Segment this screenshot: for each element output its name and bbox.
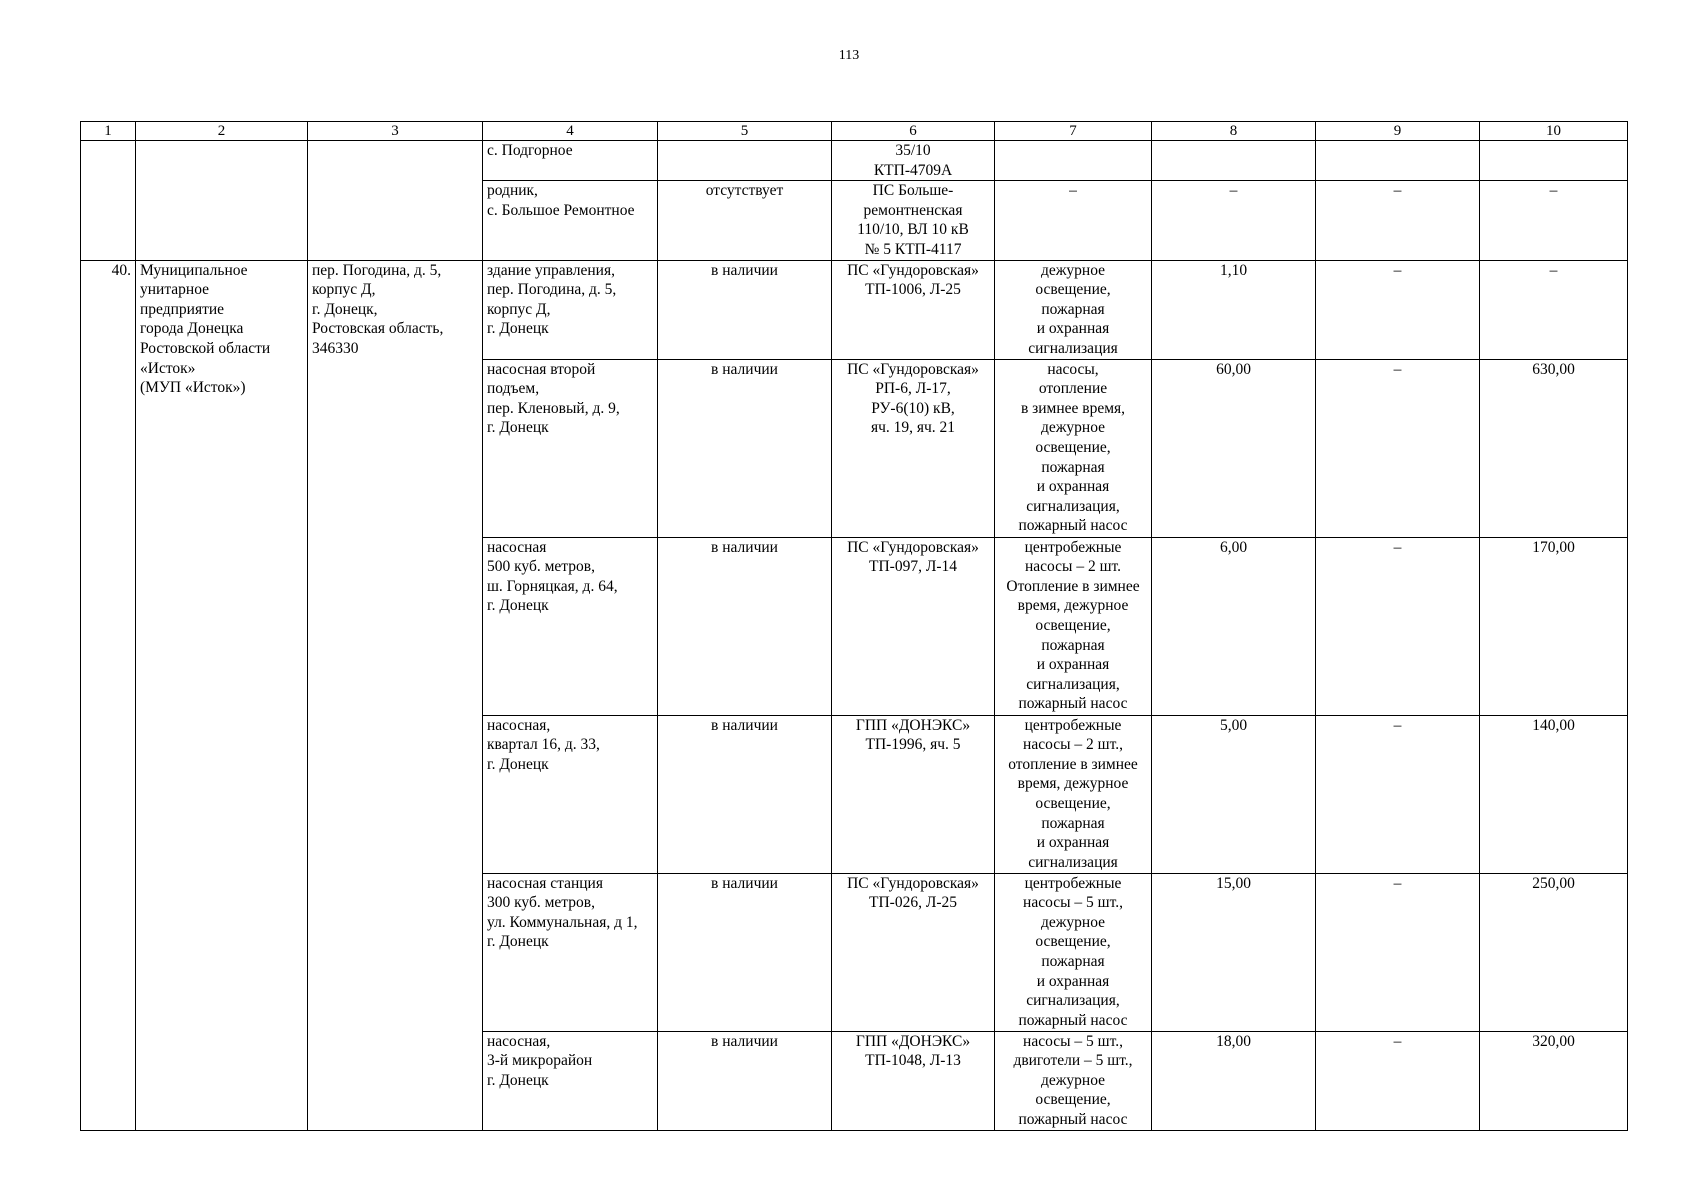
empty-cell bbox=[136, 141, 308, 261]
column-number: 10 bbox=[1480, 122, 1628, 141]
equipment-cell: дежурное освещение, пожарная и охранная сигнализация bbox=[995, 260, 1152, 359]
value-cell: – bbox=[1316, 181, 1480, 260]
metering-cell: в наличии bbox=[658, 260, 832, 359]
value-cell: 140,00 bbox=[1480, 715, 1628, 873]
empty-cell bbox=[81, 141, 136, 261]
supply-source-cell: 35/10 КТП-4709А bbox=[832, 141, 995, 181]
value-cell: 18,00 bbox=[1152, 1031, 1316, 1130]
value-cell bbox=[1316, 141, 1480, 181]
column-number-row bbox=[81, 122, 1628, 141]
object-cell: родник, с. Большое Ремонтное bbox=[483, 181, 658, 260]
value-cell: – bbox=[1316, 359, 1480, 537]
equipment-cell: – bbox=[995, 181, 1152, 260]
value-cell: – bbox=[1316, 260, 1480, 359]
supply-source-cell: ГПП «ДОНЭКС» ТП-1996, яч. 5 bbox=[832, 715, 995, 873]
metering-cell: в наличии bbox=[658, 537, 832, 715]
value-cell: – bbox=[1316, 1031, 1480, 1130]
object-cell: насосная, 3-й микрорайон г. Донецк bbox=[483, 1031, 658, 1130]
column-number: 2 bbox=[136, 122, 308, 141]
value-cell bbox=[1480, 141, 1628, 181]
metering-cell: в наличии bbox=[658, 1031, 832, 1130]
empty-cell bbox=[308, 141, 483, 261]
object-cell: насосная станция 300 куб. метров, ул. Коммунальная, д 1, г. Донецк bbox=[483, 873, 658, 1031]
column-number: 1 bbox=[81, 122, 136, 141]
column-number: 8 bbox=[1152, 122, 1316, 141]
equipment-cell bbox=[995, 141, 1152, 181]
object-cell: насосная второй подъем, пер. Кленовый, д. 9, г. Донецк bbox=[483, 359, 658, 537]
value-cell: 60,00 bbox=[1152, 359, 1316, 537]
table-row bbox=[81, 141, 1628, 181]
supply-source-cell: ПС «Гундоровская» ТП-1006, Л-25 bbox=[832, 260, 995, 359]
equipment-cell: насосы – 5 шт., двиготели – 5 шт., дежурное освещение, пожарный насос bbox=[995, 1031, 1152, 1130]
object-cell: насосная 500 куб. метров, ш. Горняцкая, д. 64, г. Донецк bbox=[483, 537, 658, 715]
equipment-cell: насосы, отопление в зимнее время, дежурное освещение, пожарная и охранная сигнализация, пожарный насос bbox=[995, 359, 1152, 537]
supply-source-cell: ПС Больше- ремонтненская 110/10, ВЛ 10 кВ № 5 КТП-4117 bbox=[832, 181, 995, 260]
value-cell: 15,00 bbox=[1152, 873, 1316, 1031]
metering-cell: в наличии bbox=[658, 359, 832, 537]
value-cell: – bbox=[1480, 260, 1628, 359]
value-cell: 320,00 bbox=[1480, 1031, 1628, 1130]
table-row bbox=[81, 260, 1628, 359]
supply-source-cell: ГПП «ДОНЭКС» ТП-1048, Л-13 bbox=[832, 1031, 995, 1130]
value-cell: – bbox=[1316, 537, 1480, 715]
value-cell: – bbox=[1152, 181, 1316, 260]
value-cell: 250,00 bbox=[1480, 873, 1628, 1031]
value-cell: 1,10 bbox=[1152, 260, 1316, 359]
supply-source-cell: ПС «Гундоровская» РП-6, Л-17, РУ-6(10) кВ, яч. 19, яч. 21 bbox=[832, 359, 995, 537]
value-cell bbox=[1152, 141, 1316, 181]
equipment-cell: центробежные насосы – 2 шт. Отопление в зимнее время, дежурное освещение, пожарная и охранная сигнализация, пожарный насос bbox=[995, 537, 1152, 715]
column-number: 6 bbox=[832, 122, 995, 141]
supply-source-cell: ПС «Гундоровская» ТП-097, Л-14 bbox=[832, 537, 995, 715]
metering-cell bbox=[658, 141, 832, 181]
organization-address: пер. Погодина, д. 5, корпус Д, г. Донецк, Ростовская область, 346330 bbox=[308, 260, 483, 1130]
data-table bbox=[80, 121, 1628, 1131]
metering-cell: отсутствует bbox=[658, 181, 832, 260]
metering-cell: в наличии bbox=[658, 715, 832, 873]
object-cell: насосная, квартал 16, д. 33, г. Донецк bbox=[483, 715, 658, 873]
value-cell: 5,00 bbox=[1152, 715, 1316, 873]
value-cell: 630,00 bbox=[1480, 359, 1628, 537]
column-number: 4 bbox=[483, 122, 658, 141]
column-number: 7 bbox=[995, 122, 1152, 141]
object-cell: здание управления, пер. Погодина, д. 5, корпус Д, г. Донецк bbox=[483, 260, 658, 359]
value-cell: 170,00 bbox=[1480, 537, 1628, 715]
column-number: 3 bbox=[308, 122, 483, 141]
equipment-cell: центробежные насосы – 5 шт., дежурное освещение, пожарная и охранная сигнализация, пожарный насос bbox=[995, 873, 1152, 1031]
organization-name: Муниципальное унитарное предприятие города Донецка Ростовской области «Исток» (МУП «Исток») bbox=[136, 260, 308, 1130]
object-cell: с. Подгорное bbox=[483, 141, 658, 181]
value-cell: – bbox=[1316, 715, 1480, 873]
metering-cell: в наличии bbox=[658, 873, 832, 1031]
column-number: 5 bbox=[658, 122, 832, 141]
page-number: 113 bbox=[838, 48, 860, 63]
supply-source-cell: ПС «Гундоровская» ТП-026, Л-25 bbox=[832, 873, 995, 1031]
equipment-cell: центробежные насосы – 2 шт., отопление в зимнее время, дежурное освещение, пожарная и охранная сигнализация bbox=[995, 715, 1152, 873]
entry-number: 40. bbox=[81, 260, 136, 1130]
value-cell: – bbox=[1480, 181, 1628, 260]
value-cell: 6,00 bbox=[1152, 537, 1316, 715]
value-cell: – bbox=[1316, 873, 1480, 1031]
column-number: 9 bbox=[1316, 122, 1480, 141]
